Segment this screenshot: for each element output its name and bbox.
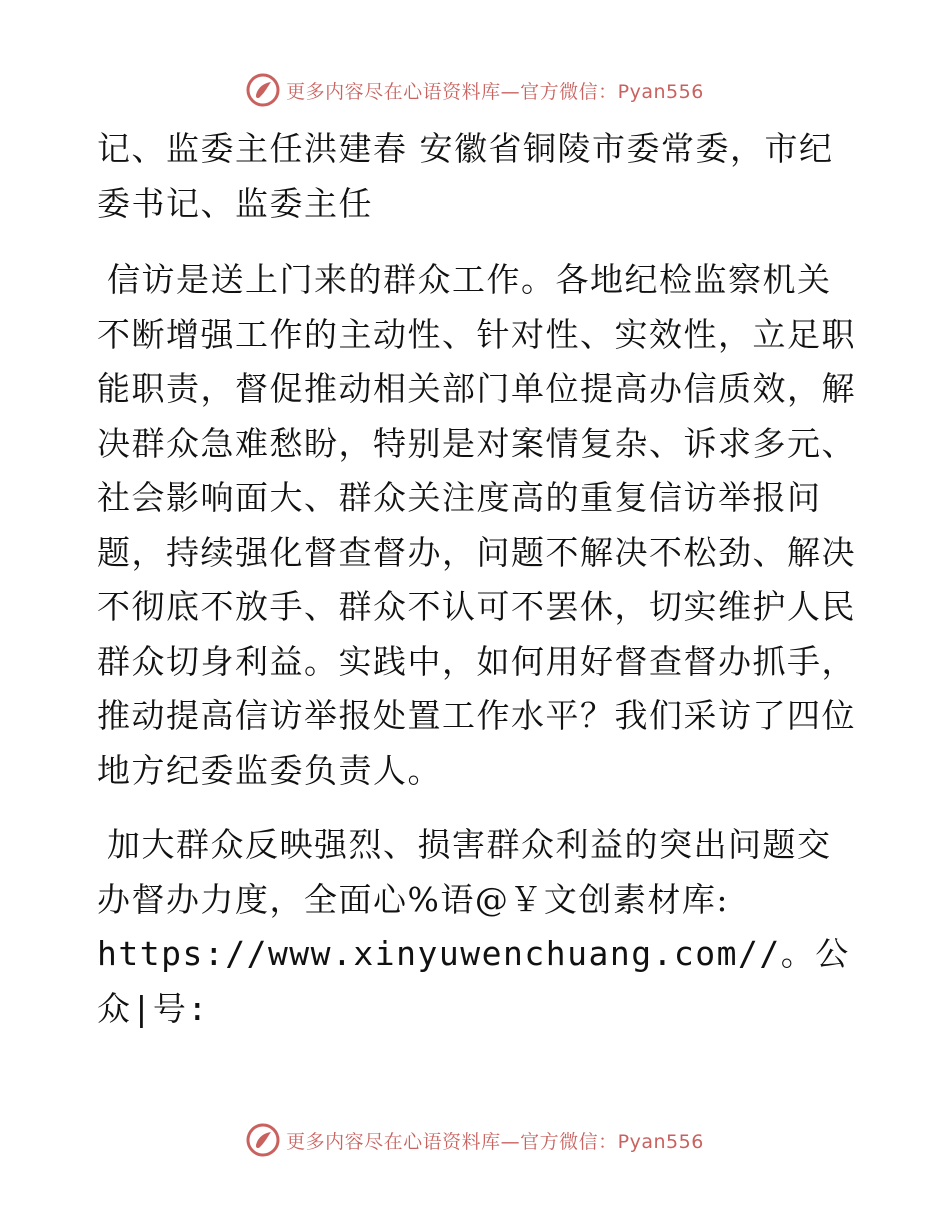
paragraph-3: 加大群众反映强烈、损害群众利益的突出问题交办督办力度，全面心%语@￥文创素材库: [97, 825, 832, 919]
watermark-text: 更多内容尽在心语资料库—官方微信：Pyan556 [286, 80, 704, 103]
header-watermark [0, 70, 950, 110]
paragraph-2: 信访是送上门来的群众工作。各地纪检监察机关不断增强工作的主动性、针对性、实效性，立足职能职责，督促推动相关部门单位提高办信质效，解决群众急难愁盼，特别是对案情复杂、诉求多元、社会影响面大、群众关注度高的重复信访举报问题，持续强化督查督办，问题不解决不松劲、解决不彻底不放手、群众不认可不罢休，切实维护人民群众切身利益。实践中，如何用好督查督办抓手，推动提高信访举报处置工作水平？我们采访了四位地方纪委监委负责人。 [97, 260, 856, 790]
watermark-text: 更多内容尽在心语资料库—官方微信：Pyan556 [286, 1130, 704, 1153]
footer-watermark [0, 1120, 950, 1160]
document-body [97, 122, 857, 1056]
watermark-logo-icon [246, 73, 280, 107]
watermark-logo-icon [246, 1123, 280, 1157]
paragraph-1: 记、监委主任洪建春 安徽省铜陵市委常委，市纪委书记、监委主任 [97, 129, 834, 223]
url-line: https://www.xinyuwenchuang.com//。公众|号: [97, 934, 850, 1028]
